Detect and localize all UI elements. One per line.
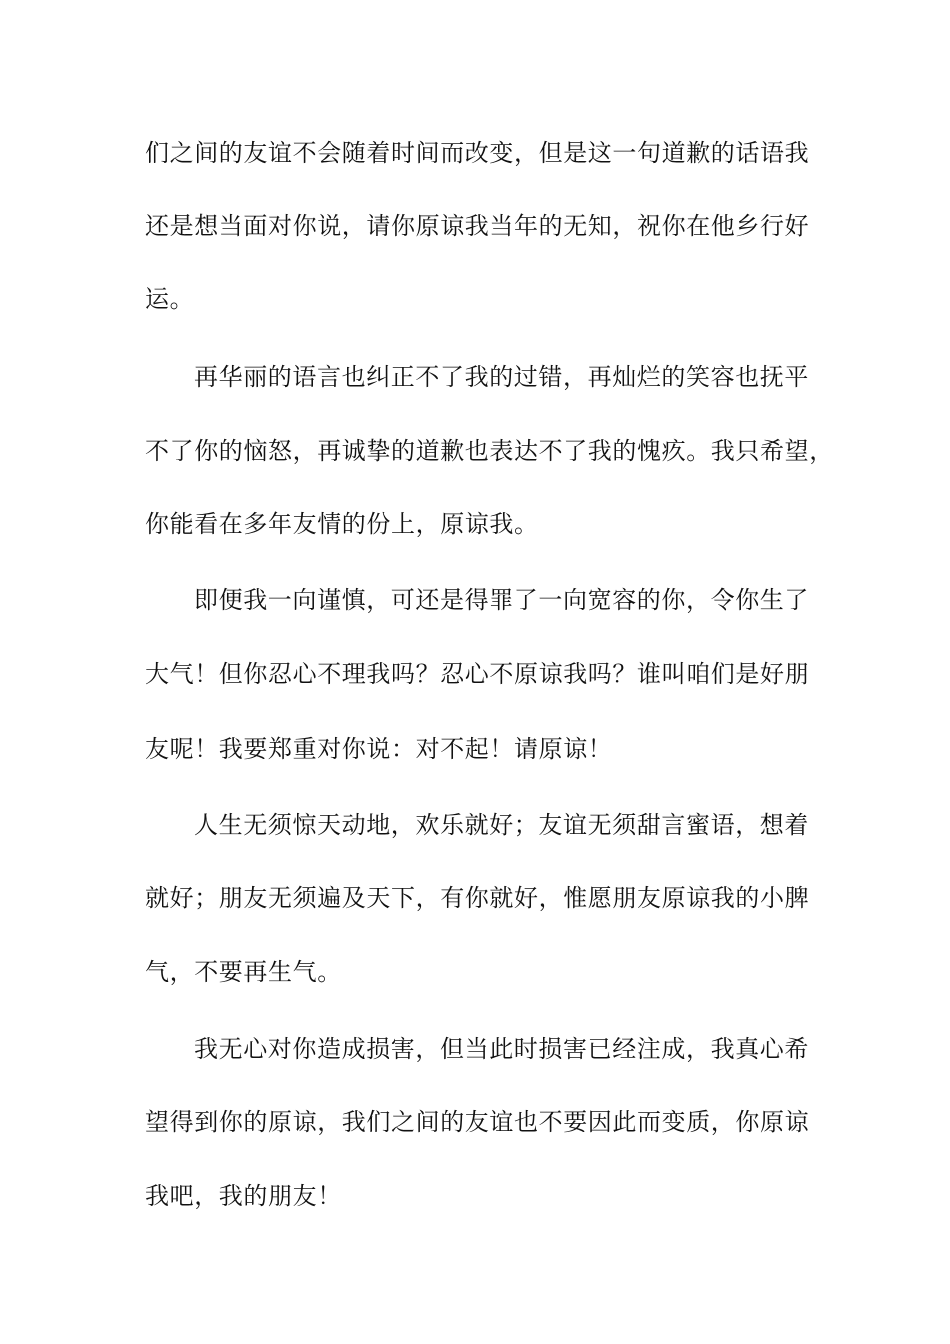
paragraph-2-line-3: 你能看在多年友情的份上，原谅我。	[145, 510, 539, 538]
paragraph-1-line-1: 们之间的友谊不会随着时间而改变，但是这一句道歉的话语我	[145, 139, 810, 167]
paragraph-4-line-2: 就好；朋友无须遍及天下，有你就好，惟愿朋友原谅我的小脾	[145, 884, 810, 912]
paragraph-3-line-3: 友呢！我要郑重对你说：对不起！请原谅！	[145, 735, 613, 763]
paragraph-4-line-3: 气，不要再生气。	[145, 958, 342, 986]
paragraph-3-line-1: 即便我一向谨慎，可还是得罪了一向宽容的你，令你生了	[194, 586, 809, 614]
paragraph-1-line-3: 运。	[145, 285, 195, 313]
paragraph-1-line-2: 还是想当面对你说，请你原谅我当年的无知，祝你在他乡行好	[145, 212, 810, 240]
paragraph-5-line-2: 望得到你的原谅，我们之间的友谊也不要因此而变质，你原谅	[145, 1108, 810, 1136]
paragraph-2-line-2: 不了你的恼怒，再诚挚的道歉也表达不了我的愧疚。我只希望，	[145, 437, 834, 465]
paragraph-3-line-2: 大气！但你忍心不理我吗？忍心不原谅我吗？谁叫咱们是好朋	[145, 660, 810, 688]
paragraph-5-line-1: 我无心对你造成损害，但当此时损害已经注成，我真心希	[194, 1035, 809, 1063]
paragraph-5-line-3: 我吧，我的朋友！	[145, 1182, 342, 1210]
paragraph-4-line-1: 人生无须惊天动地，欢乐就好；友谊无须甜言蜜语，想着	[194, 811, 809, 839]
paragraph-2-line-1: 再华丽的语言也纠正不了我的过错，再灿烂的笑容也抚平	[194, 363, 809, 391]
